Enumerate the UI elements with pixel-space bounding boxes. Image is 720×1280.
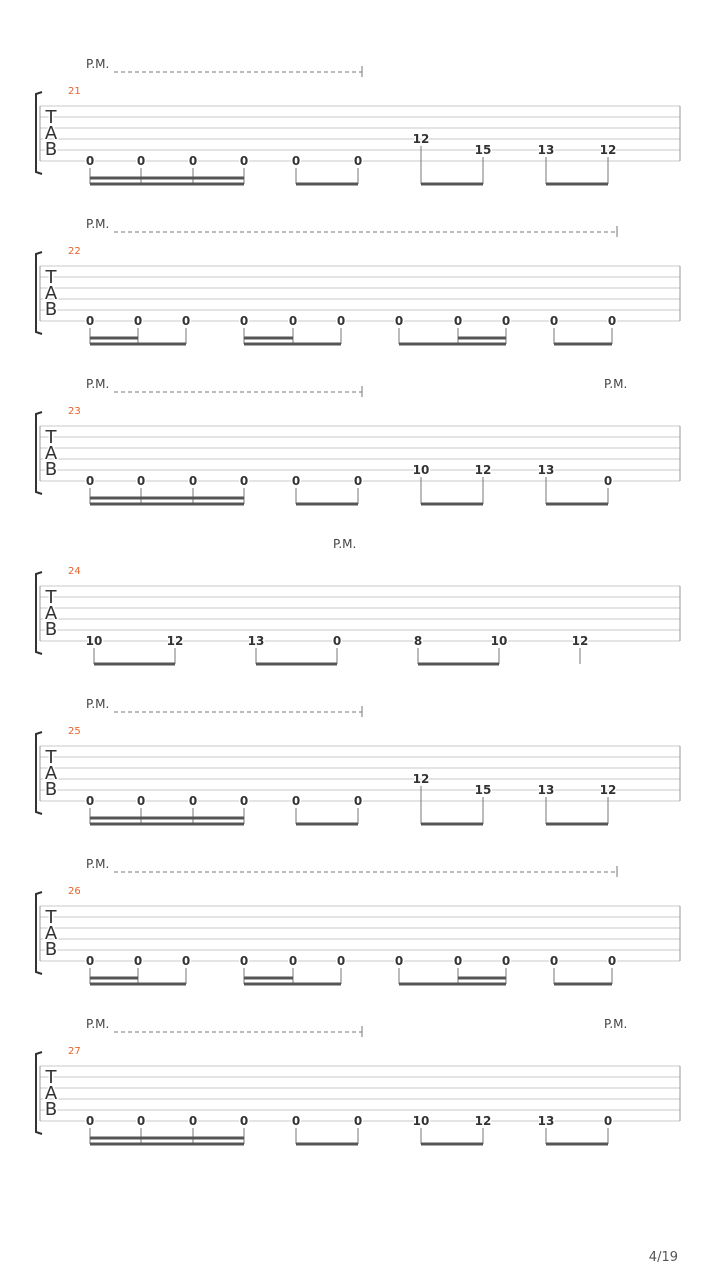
fret-number: 0 bbox=[288, 954, 298, 968]
fret-number: 0 bbox=[353, 1114, 363, 1128]
fret-number: 12 bbox=[412, 772, 430, 786]
tab-clef-letter: B bbox=[44, 939, 58, 960]
fret-number: 13 bbox=[537, 1114, 555, 1128]
fret-number: 0 bbox=[239, 154, 249, 168]
fret-number: 0 bbox=[188, 154, 198, 168]
fret-number: 0 bbox=[549, 954, 559, 968]
fret-number: 0 bbox=[239, 474, 249, 488]
fret-number: 0 bbox=[133, 954, 143, 968]
fret-number: 0 bbox=[239, 1114, 249, 1128]
tab-clef-letter: A bbox=[44, 923, 58, 944]
fret-number: 0 bbox=[336, 954, 346, 968]
tab-clef-letter: A bbox=[44, 283, 58, 304]
fret-number: 0 bbox=[607, 314, 617, 328]
fret-number: 12 bbox=[474, 463, 492, 477]
palm-mute-label: P.M. bbox=[86, 377, 110, 391]
fret-number: 0 bbox=[133, 314, 143, 328]
palm-mute-label: P.M. bbox=[86, 697, 110, 711]
fret-number: 0 bbox=[85, 474, 95, 488]
fret-number: 13 bbox=[537, 463, 555, 477]
measure-number: 23 bbox=[68, 406, 81, 417]
fret-number: 10 bbox=[412, 463, 430, 477]
palm-mute-label: P.M. bbox=[333, 537, 357, 551]
tab-clef-letter: A bbox=[44, 763, 58, 784]
fret-number: 10 bbox=[85, 634, 103, 648]
tab-clef-letter: T bbox=[45, 107, 57, 128]
fret-number: 0 bbox=[85, 954, 95, 968]
fret-number: 12 bbox=[412, 132, 430, 146]
tab-clef-letter: B bbox=[44, 1099, 58, 1120]
fret-number: 10 bbox=[490, 634, 508, 648]
fret-number: 0 bbox=[136, 1114, 146, 1128]
tab-clef-letter: T bbox=[45, 747, 57, 768]
fret-number: 0 bbox=[453, 954, 463, 968]
tab-clef-letter: B bbox=[44, 779, 58, 800]
fret-number: 0 bbox=[353, 794, 363, 808]
fret-number: 12 bbox=[474, 1114, 492, 1128]
fret-number: 0 bbox=[291, 1114, 301, 1128]
system-bracket bbox=[36, 1052, 42, 1134]
fret-number: 0 bbox=[188, 1114, 198, 1128]
fret-number: 0 bbox=[85, 314, 95, 328]
fret-number: 0 bbox=[501, 954, 511, 968]
system-bracket bbox=[36, 92, 42, 174]
measure-number: 22 bbox=[68, 246, 81, 257]
fret-number: 0 bbox=[603, 1114, 613, 1128]
fret-number: 0 bbox=[181, 314, 191, 328]
fret-number: 13 bbox=[247, 634, 265, 648]
system-bracket bbox=[36, 412, 42, 494]
tab-clef-letter: B bbox=[44, 619, 58, 640]
palm-mute-label: P.M. bbox=[86, 217, 110, 231]
measure-number: 21 bbox=[68, 86, 81, 97]
system-bracket bbox=[36, 732, 42, 814]
fret-number: 0 bbox=[549, 314, 559, 328]
fret-number: 8 bbox=[413, 634, 423, 648]
fret-number: 12 bbox=[571, 634, 589, 648]
fret-number: 12 bbox=[599, 783, 617, 797]
palm-mute-label: P.M. bbox=[604, 377, 628, 391]
fret-number: 0 bbox=[85, 794, 95, 808]
fret-number: 0 bbox=[85, 154, 95, 168]
fret-number: 0 bbox=[136, 794, 146, 808]
fret-number: 0 bbox=[181, 954, 191, 968]
fret-number: 0 bbox=[291, 794, 301, 808]
measure-number: 24 bbox=[68, 566, 81, 577]
fret-number: 0 bbox=[603, 474, 613, 488]
tab-clef-letter: B bbox=[44, 299, 58, 320]
tab-clef-letter: T bbox=[45, 907, 57, 928]
fret-number: 0 bbox=[188, 794, 198, 808]
fret-number: 0 bbox=[607, 954, 617, 968]
measure-number: 27 bbox=[68, 1046, 81, 1057]
fret-number: 0 bbox=[239, 794, 249, 808]
fret-number: 12 bbox=[599, 143, 617, 157]
page-number: 4/19 bbox=[648, 1250, 678, 1265]
fret-number: 0 bbox=[136, 154, 146, 168]
measure-number: 26 bbox=[68, 886, 81, 897]
fret-number: 0 bbox=[353, 474, 363, 488]
measure-number: 25 bbox=[68, 726, 81, 737]
palm-mute-label: P.M. bbox=[86, 857, 110, 871]
fret-number: 0 bbox=[332, 634, 342, 648]
tab-clef-letter: T bbox=[45, 267, 57, 288]
fret-number: 0 bbox=[239, 954, 249, 968]
tab-clef-letter: T bbox=[45, 427, 57, 448]
palm-mute-label: P.M. bbox=[604, 1017, 628, 1031]
fret-number: 13 bbox=[537, 783, 555, 797]
fret-number: 0 bbox=[136, 474, 146, 488]
palm-mute-label: P.M. bbox=[86, 1017, 110, 1031]
fret-number: 0 bbox=[239, 314, 249, 328]
fret-number: 0 bbox=[291, 474, 301, 488]
fret-number: 0 bbox=[394, 314, 404, 328]
fret-number: 0 bbox=[85, 1114, 95, 1128]
system-bracket bbox=[36, 572, 42, 654]
fret-number: 13 bbox=[537, 143, 555, 157]
fret-number: 0 bbox=[288, 314, 298, 328]
fret-number: 0 bbox=[291, 154, 301, 168]
tab-clef-letter: T bbox=[45, 1067, 57, 1088]
fret-number: 15 bbox=[474, 783, 492, 797]
system-bracket bbox=[36, 252, 42, 334]
tab-clef-letter: A bbox=[44, 443, 58, 464]
palm-mute-label: P.M. bbox=[86, 57, 110, 71]
tab-clef-letter: A bbox=[44, 1083, 58, 1104]
tab-clef-letter: B bbox=[44, 459, 58, 480]
fret-number: 0 bbox=[453, 314, 463, 328]
fret-number: 0 bbox=[501, 314, 511, 328]
tab-clef-letter: A bbox=[44, 123, 58, 144]
fret-number: 15 bbox=[474, 143, 492, 157]
fret-number: 12 bbox=[166, 634, 184, 648]
system-bracket bbox=[36, 892, 42, 974]
tab-clef-letter: B bbox=[44, 139, 58, 160]
fret-number: 10 bbox=[412, 1114, 430, 1128]
tab-clef-letter: A bbox=[44, 603, 58, 624]
fret-number: 0 bbox=[188, 474, 198, 488]
fret-number: 0 bbox=[336, 314, 346, 328]
tab-clef-letter: T bbox=[45, 587, 57, 608]
fret-number: 0 bbox=[353, 154, 363, 168]
fret-number: 0 bbox=[394, 954, 404, 968]
